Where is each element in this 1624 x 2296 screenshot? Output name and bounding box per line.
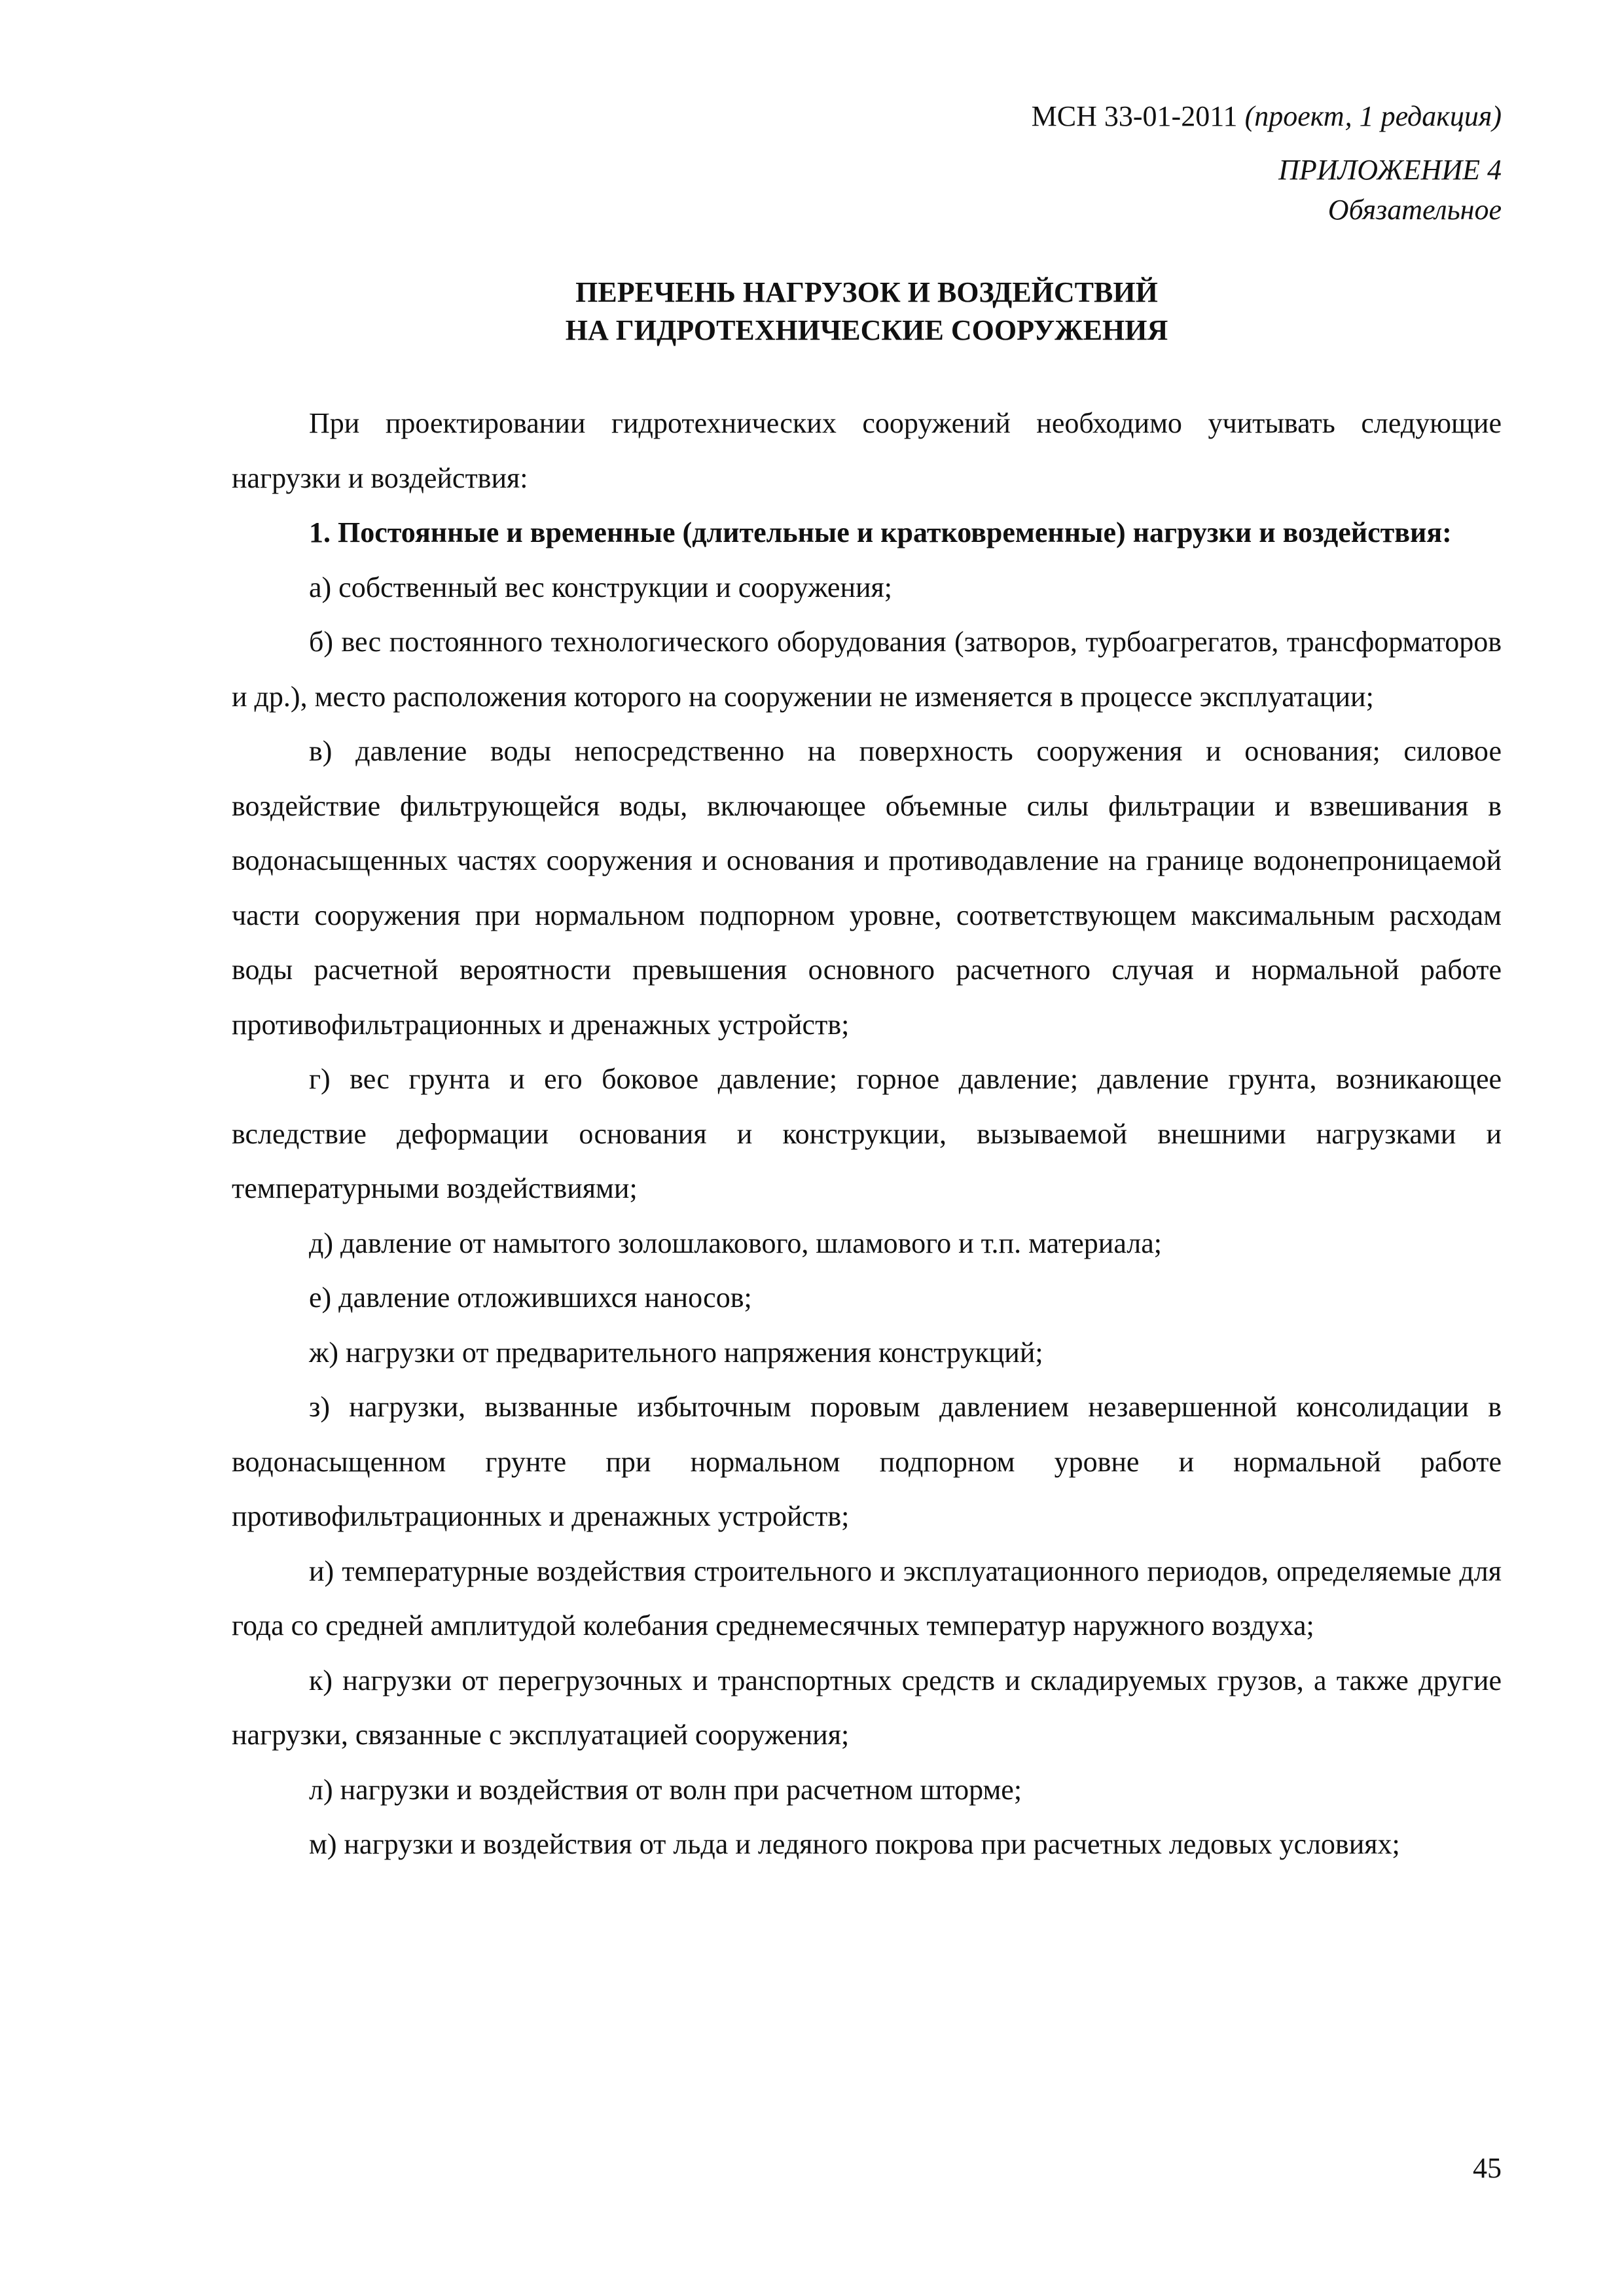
document-page <box>232 98 1502 2225</box>
list-item: д) давление от намытого золошлакового, шламового и т.п. материала; <box>309 1227 1162 1259</box>
list-item: л) нагрузки и воздействия от волн при расчетном шторме; <box>309 1773 1022 1806</box>
page-title <box>232 274 1502 350</box>
list-item: м) нагрузки и воздействия от льда и ледяного покрова при расчетных ледовых условиях; <box>309 1828 1400 1860</box>
appendix-label: ПРИЛОЖЕНИЕ 4 <box>1278 154 1502 186</box>
appendix-note: Обязательное <box>1327 194 1502 226</box>
document-code <box>1032 98 1502 135</box>
list-item: а) собственный вес конструкции и сооружения; <box>309 571 893 603</box>
document-code-number: МСН 33-01-2011 <box>1031 100 1238 132</box>
list-item: к) нагрузки от перегрузочных и транспортных средств и складируемых грузов, а также другие нагрузки, связанные с эксплуатацией сооружения; <box>232 1664 1502 1751</box>
title-line-1: ПЕРЕЧЕНЬ НАГРУЗОК И ВОЗДЕЙСТВИЙ <box>575 276 1158 308</box>
document-edition: (проект, 1 редакция) <box>1244 100 1502 132</box>
body-text <box>232 396 1502 1872</box>
section-heading-1: 1. Постоянные и временные (длительные и кратковременные) нагрузки и воздействия: <box>309 516 1452 548</box>
list-item: и) температурные воздействия строительного и эксплуатационного периодов, определяемые для года со средней амплитудой колебания среднемесячных температур наружного воздуха; <box>232 1554 1502 1641</box>
list-item: б) вес постоянного технологического оборудования (затворов, турбоагрегатов, трансформаторов и др.), место расположения которого на сооружении не изменяется в процессе эксплуатации; <box>232 626 1502 713</box>
page-number: 45 <box>1473 2152 1502 2184</box>
intro-paragraph: При проектировании гидротехнических сооружений необходимо учитывать следующие нагрузки и воздействия: <box>232 407 1502 494</box>
list-item: в) давление воды непосредственно на поверхность сооружения и основания; силовое воздействие фильтрующейся воды, включающее объемные силы фильтрации и взвешивания в водонасыщенных частях сооружения и основания и противодавление на границе водонепроницаемой части сооружения при нормальном подпорном уровне, соответствующем максимальным расходам воды расчетной вероятности превышения основного расчетного случая и нормальной работе противофильтрационных и дренажных устройств; <box>232 735 1502 1041</box>
list-item: ж) нагрузки от предварительного напряжения конструкций; <box>309 1336 1043 1369</box>
list-item: з) нагрузки, вызванные избыточным поровым давлением незавершенной консолидации в водонасыщенном грунте при нормальном подпорном уровне и нормальной работе противофильтрационных и дренажных устройств; <box>232 1391 1502 1532</box>
list-item: г) вес грунта и его боковое давление; горное давление; давление грунта, возникающее вследствие деформации основания и конструкции, вызываемой внешними нагрузками и температурными воздействиями; <box>232 1063 1502 1204</box>
list-item: е) давление отложившихся наносов; <box>309 1282 752 1314</box>
title-line-2: НА ГИДРОТЕХНИЧЕСКИЕ СООРУЖЕНИЯ <box>565 314 1168 346</box>
